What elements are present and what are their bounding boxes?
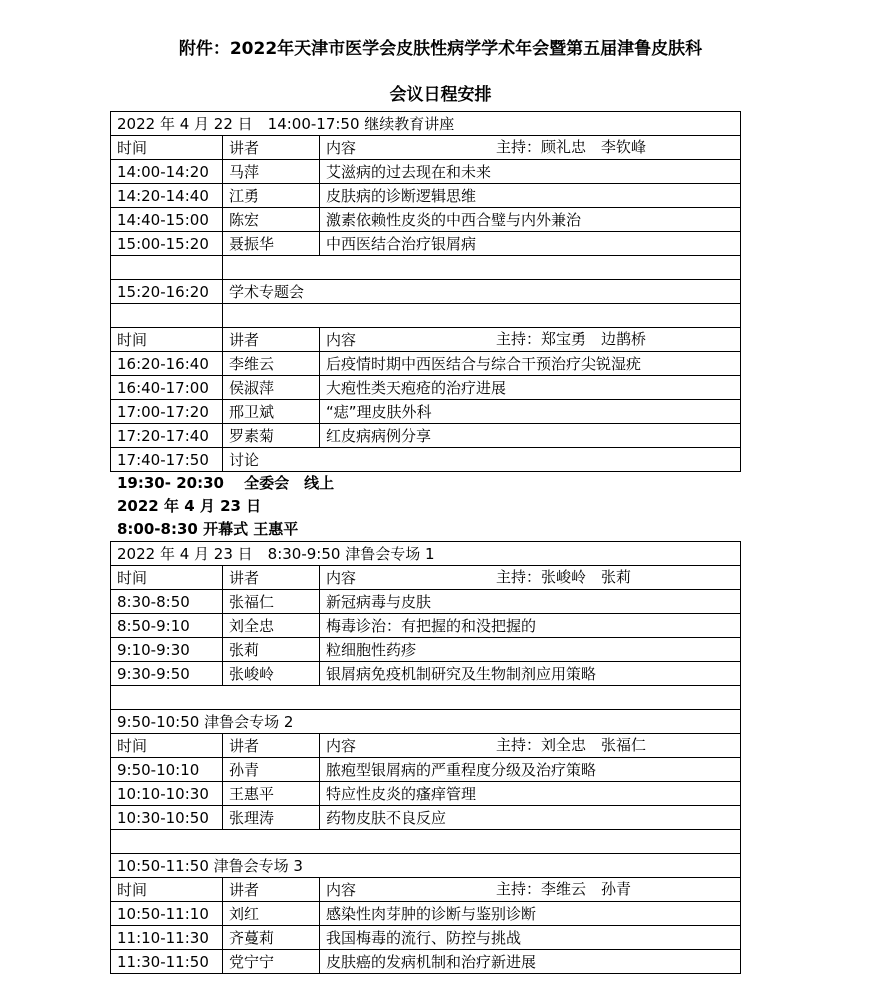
col-content-cell xyxy=(320,136,741,160)
spacer-cell xyxy=(223,256,741,280)
day2-date-line: 2022 年 4 月 23 日 xyxy=(117,497,262,515)
row-speaker: 马萍 xyxy=(223,160,320,184)
column-header-row xyxy=(111,136,741,160)
col-time: 时间 xyxy=(111,136,223,160)
row-content: 激素依赖性皮炎的中西合璧与内外兼治 xyxy=(320,208,741,232)
col-speaker: 讲者 xyxy=(223,136,320,160)
chair-label: 主持：刘全忠 张福仁 xyxy=(496,736,647,754)
table-row xyxy=(111,926,741,950)
spacer-cell xyxy=(111,830,741,854)
column-header-row xyxy=(111,878,741,902)
spacer-cell xyxy=(111,686,741,710)
spacer-cell xyxy=(111,256,223,280)
row-content: 红皮病病例分享 xyxy=(320,424,741,448)
col-content: 内容 xyxy=(326,138,357,157)
row-content: 感染性肉芽肿的诊断与鉴别诊断 xyxy=(320,902,741,926)
row-time: 10:10-10:30 xyxy=(111,782,223,806)
row-content: 艾滋病的过去现在和未来 xyxy=(320,160,741,184)
table-header: 2022 年 4 月 23 日 8:30-9:50 津鲁会专场 1 xyxy=(111,542,741,566)
row-content: “痣”理皮肤外科 xyxy=(320,400,741,424)
row-time: 15:00-15:20 xyxy=(111,232,223,256)
session-row xyxy=(111,854,741,878)
committee-meeting-line: 19:30- 20:30 全委会 线上 xyxy=(117,474,335,492)
table-row xyxy=(111,376,741,400)
table-row xyxy=(111,950,741,974)
col-content-cell xyxy=(320,566,741,590)
row-time: 11:30-11:50 xyxy=(111,950,223,974)
row-content: 特应性皮炎的瘙痒管理 xyxy=(320,782,741,806)
session-time: 15:20-16:20 xyxy=(111,280,223,304)
row-content: 中西医结合治疗银屑病 xyxy=(320,232,741,256)
row-time: 14:20-14:40 xyxy=(111,184,223,208)
table-row xyxy=(111,638,741,662)
row-speaker: 邢卫斌 xyxy=(223,400,320,424)
row-content: 梅毒诊治：有把握的和没把握的 xyxy=(320,614,741,638)
table-row xyxy=(111,448,741,472)
row-speaker: 王惠平 xyxy=(223,782,320,806)
row-content: 粒细胞性药疹 xyxy=(320,638,741,662)
col-time: 时间 xyxy=(111,566,223,590)
table-row xyxy=(111,590,741,614)
spacer-row xyxy=(111,830,741,854)
row-speaker: 张莉 xyxy=(223,638,320,662)
row-time: 11:10-11:30 xyxy=(111,926,223,950)
row-speaker: 讨论 xyxy=(223,448,741,472)
document-subtitle: 会议日程安排 xyxy=(389,85,492,105)
row-content: 新冠病毒与皮肤 xyxy=(320,590,741,614)
document-title: 附件：2022年天津市医学会皮肤性病学学术年会暨第五届津鲁皮肤科 xyxy=(178,39,703,59)
col-speaker: 讲者 xyxy=(223,566,320,590)
row-time: 17:00-17:20 xyxy=(111,400,223,424)
row-content: 大疱性类天疱疮的治疗进展 xyxy=(320,376,741,400)
row-content: 我国梅毒的流行、防控与挑战 xyxy=(320,926,741,950)
session-title: 学术专题会 xyxy=(223,280,741,304)
row-content: 脓疱型银屑病的严重程度分级及治疗策略 xyxy=(320,758,741,782)
session-title: 9:50-10:50 津鲁会专场 2 xyxy=(111,710,741,734)
table-row xyxy=(111,758,741,782)
row-speaker: 聂振华 xyxy=(223,232,320,256)
col-content-cell xyxy=(320,734,741,758)
row-time: 14:40-15:00 xyxy=(111,208,223,232)
col-content-cell xyxy=(320,878,741,902)
spacer-row xyxy=(111,686,741,710)
row-time: 14:00-14:20 xyxy=(111,160,223,184)
table-row xyxy=(111,662,741,686)
opening-ceremony-line: 8:00-8:30 开幕式 王惠平 xyxy=(117,520,299,538)
col-time: 时间 xyxy=(111,878,223,902)
table-header: 2022 年 4 月 22 日 14:00-17:50 继续教育讲座 xyxy=(111,112,741,136)
col-content: 内容 xyxy=(326,736,357,755)
row-time: 9:30-9:50 xyxy=(111,662,223,686)
column-header-row xyxy=(111,734,741,758)
row-content: 银屑病免疫机制研究及生物制剂应用策略 xyxy=(320,662,741,686)
column-header-row xyxy=(111,328,741,352)
row-time: 16:40-17:00 xyxy=(111,376,223,400)
schedule-table-day1 xyxy=(110,111,741,472)
table-row xyxy=(111,352,741,376)
table-row xyxy=(111,232,741,256)
table-row xyxy=(111,160,741,184)
col-content-cell xyxy=(320,328,741,352)
row-time: 8:30-8:50 xyxy=(111,590,223,614)
row-speaker: 孙青 xyxy=(223,758,320,782)
table-row xyxy=(111,184,741,208)
chair-label: 主持：李维云 孙青 xyxy=(496,880,632,898)
row-speaker: 侯淑萍 xyxy=(223,376,320,400)
col-speaker: 讲者 xyxy=(223,328,320,352)
table-row xyxy=(111,806,741,830)
row-content: 皮肤癌的发病机制和治疗新进展 xyxy=(320,950,741,974)
row-time: 10:50-11:10 xyxy=(111,902,223,926)
spacer-cell xyxy=(111,304,223,328)
row-content: 药物皮肤不良反应 xyxy=(320,806,741,830)
session-title: 10:50-11:50 津鲁会专场 3 xyxy=(111,854,741,878)
row-speaker: 陈宏 xyxy=(223,208,320,232)
col-speaker: 讲者 xyxy=(223,878,320,902)
col-content: 内容 xyxy=(326,880,357,899)
spacer-row xyxy=(111,256,741,280)
chair-label: 主持：顾礼忠 李钦峰 xyxy=(496,138,647,156)
row-speaker: 罗素菊 xyxy=(223,424,320,448)
row-content: 后疫情时期中西医结合与综合干预治疗尖锐湿疣 xyxy=(320,352,741,376)
row-speaker: 刘红 xyxy=(223,902,320,926)
table-header-row xyxy=(111,112,741,136)
session-row xyxy=(111,280,741,304)
row-content: 皮肤病的诊断逻辑思维 xyxy=(320,184,741,208)
row-time: 9:10-9:30 xyxy=(111,638,223,662)
row-speaker: 李维云 xyxy=(223,352,320,376)
row-speaker: 党宁宁 xyxy=(223,950,320,974)
row-speaker: 张峻岭 xyxy=(223,662,320,686)
row-speaker: 张理涛 xyxy=(223,806,320,830)
table-row xyxy=(111,614,741,638)
row-time: 17:40-17:50 xyxy=(111,448,223,472)
schedule-table-day2 xyxy=(110,541,741,974)
session-row xyxy=(111,710,741,734)
row-time: 17:20-17:40 xyxy=(111,424,223,448)
table-row xyxy=(111,208,741,232)
row-time: 9:50-10:10 xyxy=(111,758,223,782)
table-row xyxy=(111,400,741,424)
table-row xyxy=(111,782,741,806)
col-content: 内容 xyxy=(326,330,357,349)
spacer-cell xyxy=(223,304,741,328)
col-time: 时间 xyxy=(111,734,223,758)
table-row xyxy=(111,424,741,448)
column-header-row xyxy=(111,566,741,590)
row-time: 8:50-9:10 xyxy=(111,614,223,638)
row-speaker: 江勇 xyxy=(223,184,320,208)
col-time: 时间 xyxy=(111,328,223,352)
table-row xyxy=(111,902,741,926)
row-time: 10:30-10:50 xyxy=(111,806,223,830)
chair-label: 主持：郑宝勇 边鹊桥 xyxy=(496,330,647,348)
chair-label: 主持：张峻岭 张莉 xyxy=(496,568,632,586)
col-content: 内容 xyxy=(326,568,357,587)
col-speaker: 讲者 xyxy=(223,734,320,758)
table-header-row xyxy=(111,542,741,566)
row-speaker: 刘全忠 xyxy=(223,614,320,638)
spacer-row xyxy=(111,304,741,328)
row-speaker: 齐蔓莉 xyxy=(223,926,320,950)
row-speaker: 张福仁 xyxy=(223,590,320,614)
row-time: 16:20-16:40 xyxy=(111,352,223,376)
